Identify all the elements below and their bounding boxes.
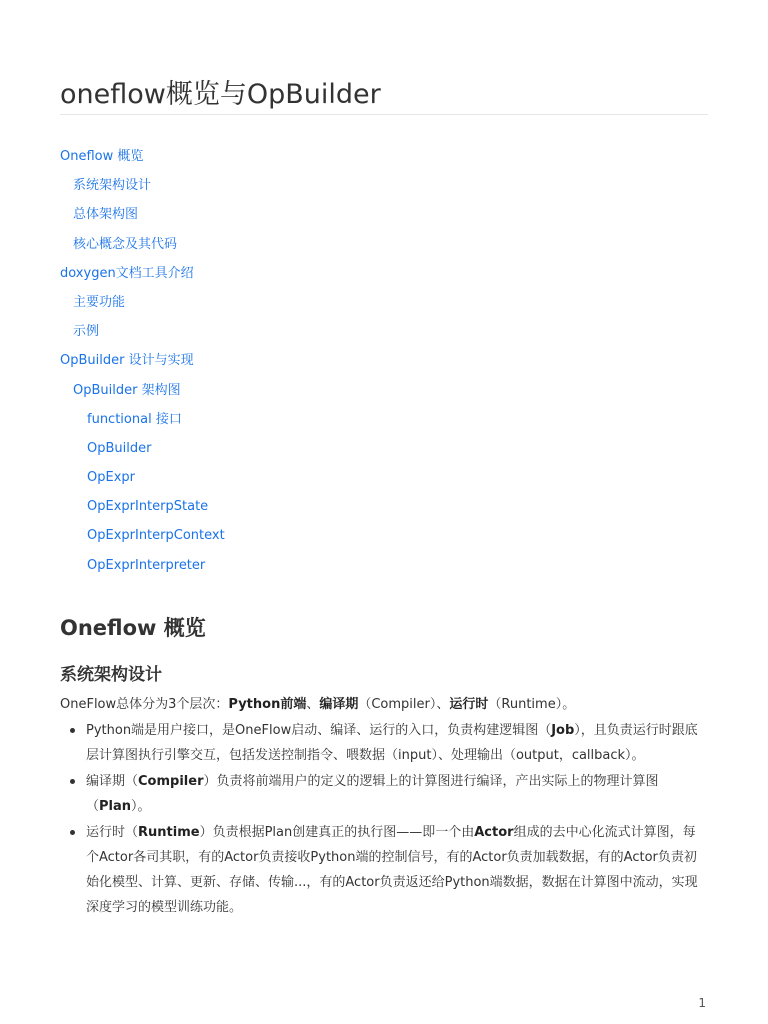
toc-item <box>60 409 225 438</box>
intro-separator: 、 <box>436 697 450 712</box>
toc-link-opbuilder-design[interactable]: OpBuilder 设计与实现 <box>60 353 194 369</box>
toc-item <box>60 146 225 175</box>
bullet-text: ）负责根据Plan创建真正的执行图——即一个由 <box>199 825 475 840</box>
page-number: 1 <box>698 996 706 1010</box>
bullet-dot-icon <box>70 728 75 733</box>
bullet-dot-icon <box>70 830 75 835</box>
bullet-text: ），且负责运行时跟底层计算图执行引擎交互，包括发送控制指令、喂数据（input）、处理输出（output，callback）。 <box>86 723 698 763</box>
toc-item <box>60 555 225 584</box>
list-item <box>60 718 708 768</box>
bullet-dot-icon <box>70 779 75 784</box>
bullet-text: ）负责将前端用户的定义的逻辑上的计算图进行编译，产出实际上的物理计算图（ <box>86 774 659 814</box>
list-item <box>60 769 708 819</box>
section-heading: Oneflow 概览 <box>60 616 206 640</box>
toc-item <box>60 438 225 467</box>
bullet-text: ）。 <box>131 799 151 814</box>
toc-link-opexprinterpcontext[interactable]: OpExprInterpContext <box>87 528 225 544</box>
toc-link-opexprinterpreter[interactable]: OpExprInterpreter <box>87 557 206 573</box>
toc-link-opbuilder-architecture[interactable]: OpBuilder 架构图 <box>73 382 181 398</box>
intro-runtime-paren: （Runtime） <box>488 697 563 712</box>
toc-link-opbuilder[interactable]: OpBuilder <box>87 440 152 456</box>
intro-layer-compiler: 编译期 <box>319 697 359 712</box>
toc-link-main-features[interactable]: 主要功能 <box>73 294 126 310</box>
bullet-bold-term: Plan <box>99 799 132 814</box>
bullet-text: 编译期（ <box>86 774 139 789</box>
toc-link-opexprinterpstate[interactable]: OpExprInterpState <box>87 499 209 515</box>
toc-link-system-architecture[interactable]: 系统架构设计 <box>73 178 152 194</box>
title-divider <box>60 114 708 115</box>
bullet-bold-term: Runtime <box>138 825 200 840</box>
bullet-text: 组成的去中心化流式计算图，每个Actor各司其职，有的Actor负责接收Python端的控制信号，有的Actor负责加载数据，有的Actor负责初始化模型、计算、更新、存储、传输...，有的Actor负责返还给Python端数据，数据在计算图中流动，实现深度学习的模型训练功能。 <box>86 825 698 915</box>
document-title: oneflow概览与OpBuilder <box>60 79 381 110</box>
toc-item <box>60 525 225 554</box>
intro-separator: 、 <box>306 697 320 712</box>
toc-link-core-concepts[interactable]: 核心概念及其代码 <box>73 236 178 252</box>
bullet-bold-term: Actor <box>474 825 514 840</box>
toc-item <box>60 175 225 204</box>
bullet-text: Python端是用户接口，是OneFlow启动、编译、运行的入口，负责构建逻辑图（ <box>86 723 552 738</box>
toc-item <box>60 350 225 379</box>
architecture-bullet-list <box>60 718 708 921</box>
toc-item <box>60 234 225 263</box>
toc-item <box>60 204 225 233</box>
intro-compiler-paren: （Compiler） <box>358 697 437 712</box>
toc-link-overall-architecture-diagram[interactable]: 总体架构图 <box>73 207 139 223</box>
toc-link-doxygen[interactable]: doxygen文档工具介绍 <box>60 265 194 281</box>
toc-link-examples[interactable]: 示例 <box>73 324 100 340</box>
toc-link-opexpr[interactable]: OpExpr <box>87 470 135 486</box>
bullet-bold-term: Job <box>551 723 575 738</box>
toc-item <box>60 292 225 321</box>
intro-paragraph <box>60 692 575 717</box>
toc-link-oneflow-overview[interactable]: Oneflow 概览 <box>60 149 144 164</box>
intro-suffix: 。 <box>562 697 576 712</box>
bullet-text: 运行时（ <box>86 825 139 840</box>
intro-prefix: OneFlow总体分为3个层次： <box>60 697 229 712</box>
intro-layer-python: Python前端 <box>228 697 307 712</box>
toc-link-functional-interface[interactable]: functional 接口 <box>87 411 182 427</box>
toc-item <box>60 380 225 409</box>
subsection-heading: 系统架构设计 <box>60 665 162 685</box>
toc-item <box>60 263 225 292</box>
toc-item <box>60 467 225 496</box>
list-item <box>60 820 708 920</box>
intro-layer-runtime: 运行时 <box>449 697 489 712</box>
toc-item <box>60 321 225 350</box>
toc-item <box>60 496 225 525</box>
bullet-bold-term: Compiler <box>138 774 204 789</box>
table-of-contents <box>60 146 225 584</box>
